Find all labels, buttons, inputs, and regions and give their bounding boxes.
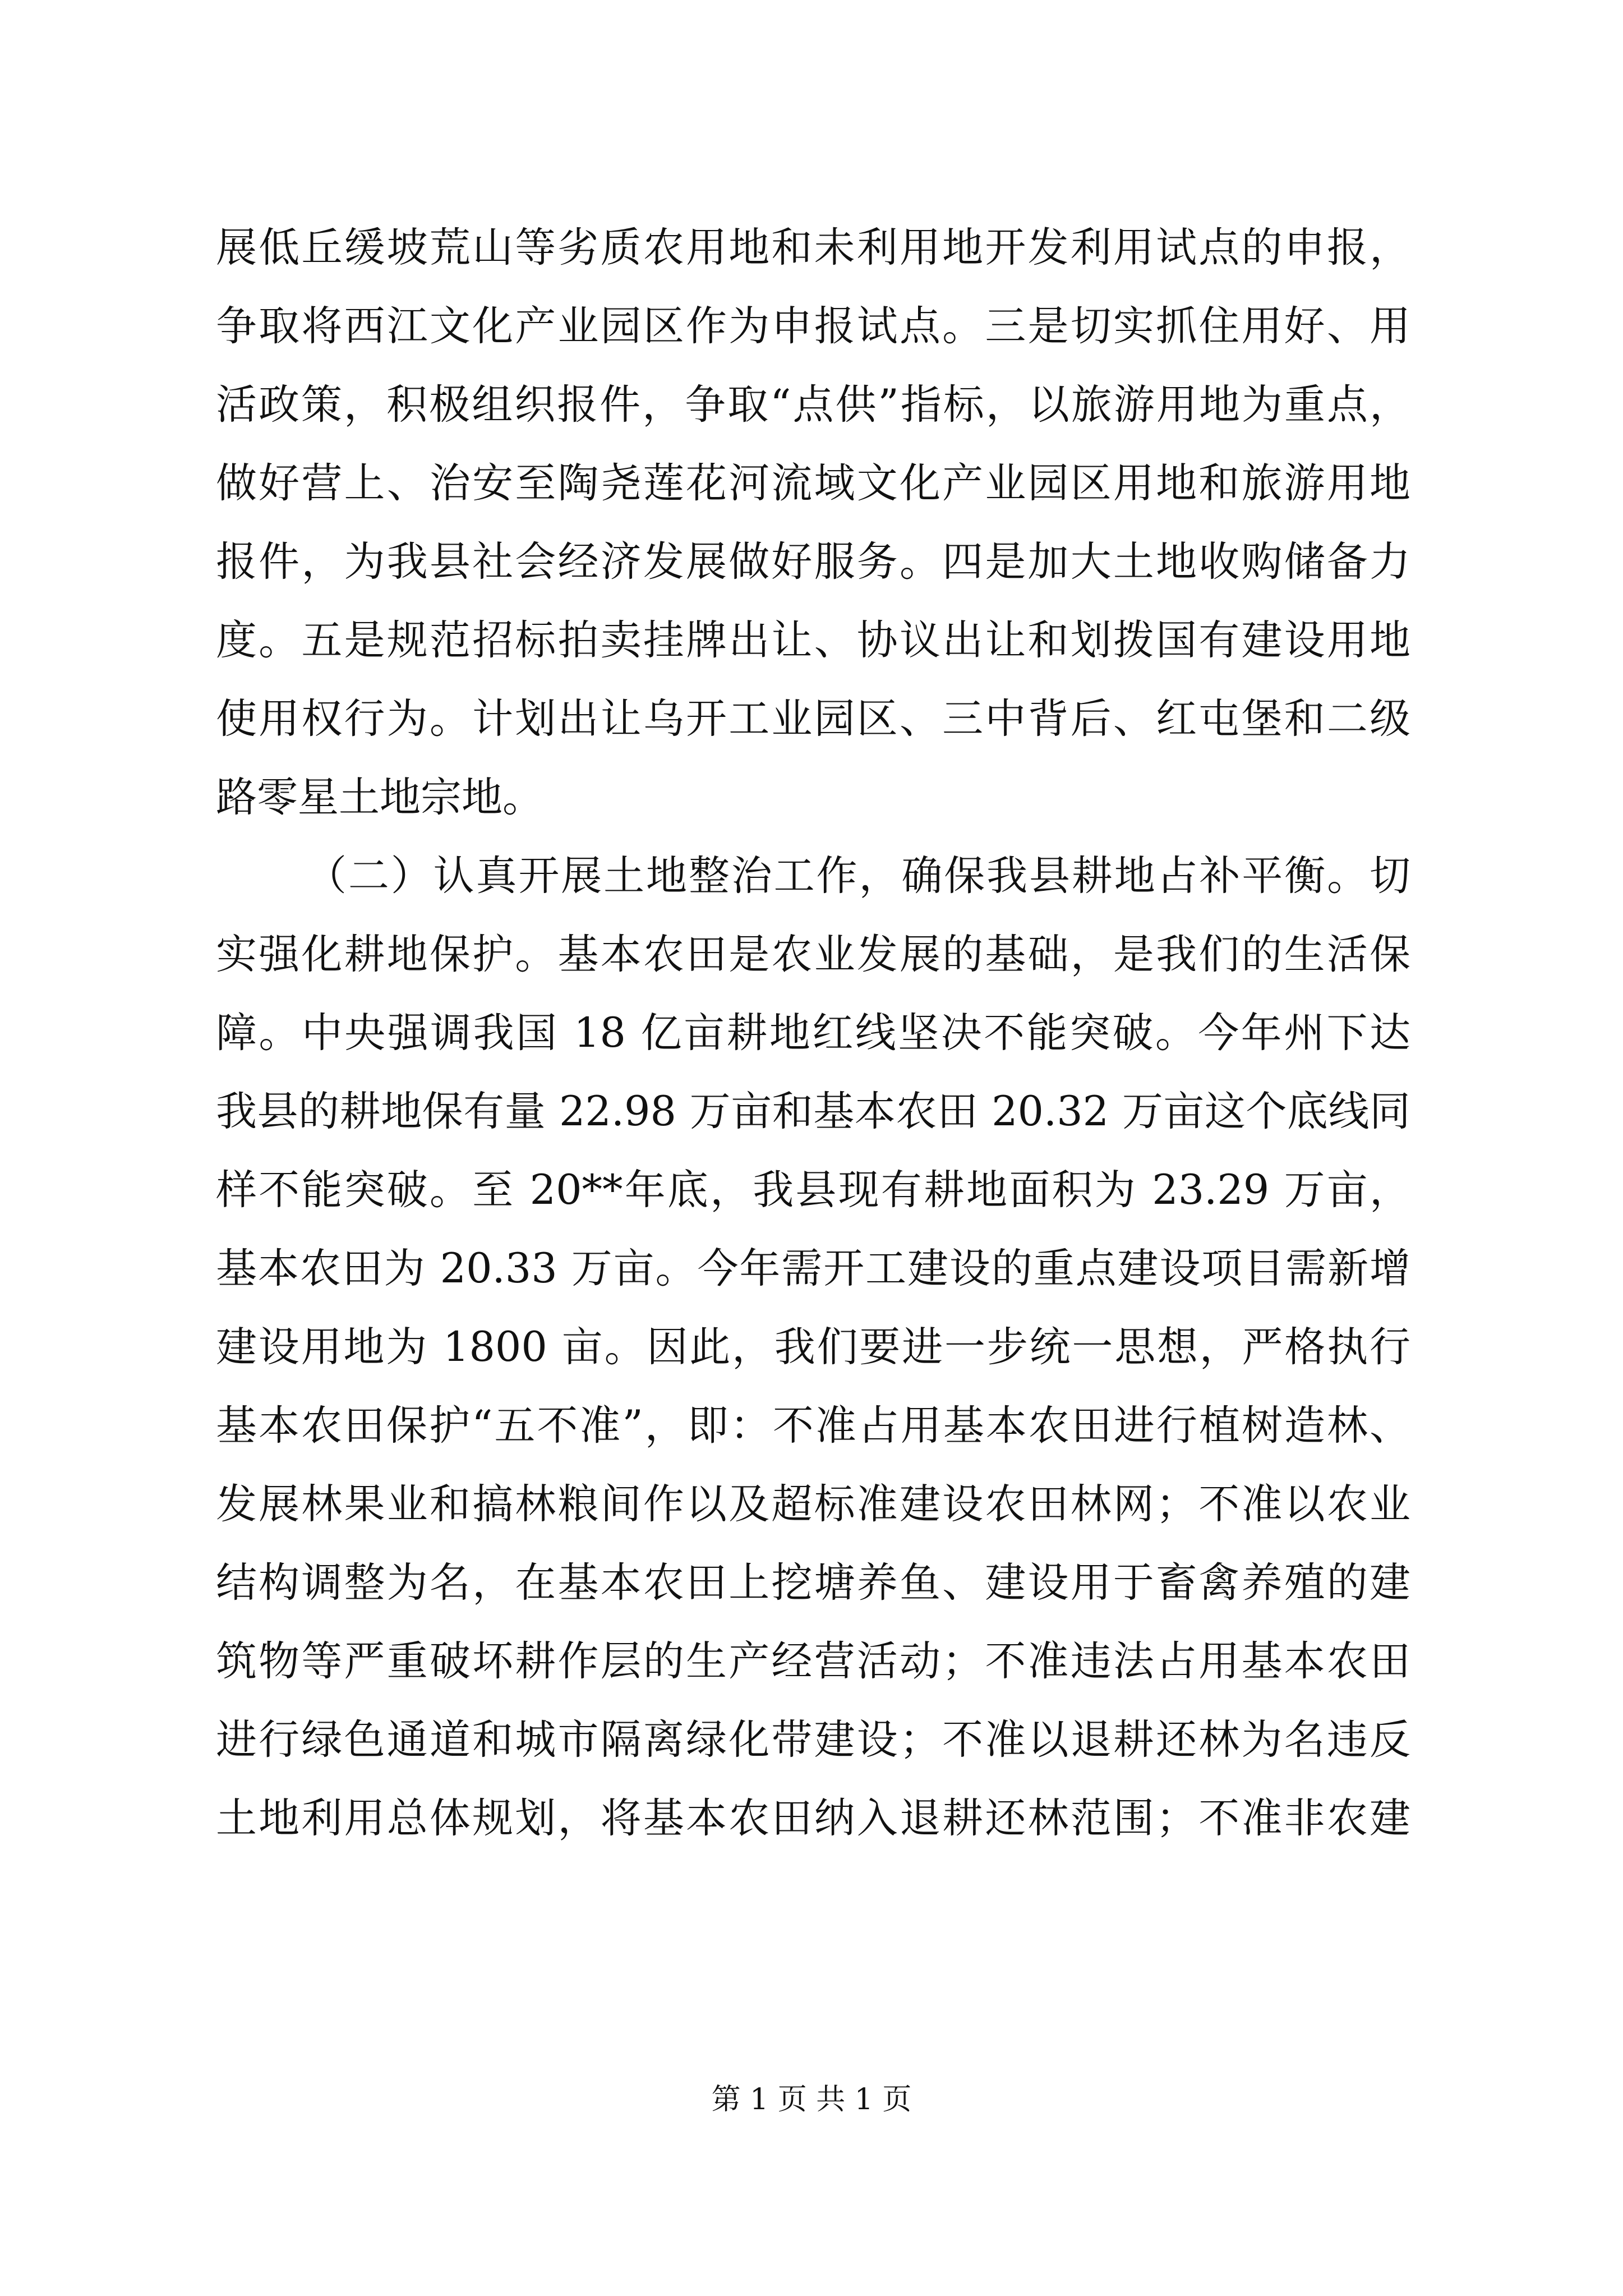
- text-line: 障。中央强调我国 18 亿亩耕地红线坚决不能突破。今年州下达: [216, 1009, 1410, 1057]
- text-line: 路零星土地宗地。: [216, 774, 543, 821]
- text-line: 做好营上、治安至陶尧莲花河流域文化产业园区用地和旅游用地: [216, 459, 1410, 507]
- text-line: 使用权行为。计划出让乌开工业园区、三中背后、红屯堡和二级: [216, 695, 1410, 743]
- text-line: 度。五是规范招标拍卖挂牌出让、协议出让和划拨国有建设用地: [216, 616, 1410, 664]
- page-footer: 第 1 页 共 1 页: [711, 2083, 912, 2116]
- text-line: 争取将西江文化产业园区作为申报试点。三是切实抓住用好、用: [216, 302, 1410, 350]
- text-line: 活政策，积极组织报件，争取“点供”指标，以旅游用地为重点，: [216, 381, 1410, 429]
- text-line: 我县的耕地保有量 22.98 万亩和基本农田 20.32 万亩这个底线同: [216, 1088, 1410, 1135]
- text-line: 筑物等严重破坏耕作层的生产经营活动；不准违法占用基本农田: [216, 1637, 1410, 1685]
- body-text: [216, 209, 1410, 1858]
- text-line: 基本农田为 20.33 万亩。今年需开工建设的重点建设项目需新增: [216, 1245, 1410, 1292]
- text-line: 基本农田保护“五不准”，即：不准占用基本农田进行植树造林、: [216, 1402, 1410, 1450]
- text-line: 展低丘缓坡荒山等劣质农用地和未利用地开发利用试点的申报，: [216, 224, 1410, 272]
- text-line: 发展林果业和搞林粮间作以及超标准建设农田林网；不准以农业: [216, 1480, 1410, 1528]
- paragraph-heading-line: （二）认真开展土地整治工作，确保我县耕地占补平衡。切: [306, 852, 1410, 900]
- text-line: 报件，为我县社会经济发展做好服务。四是加大土地收购储备力: [216, 538, 1410, 586]
- text-line: 实强化耕地保护。基本农田是农业发展的基础，是我们的生活保: [216, 931, 1410, 978]
- text-line: 土地利用总体规划，将基本农田纳入退耕还林范围；不准非农建: [216, 1795, 1410, 1842]
- text-line: 样不能突破。至 20**年底，我县现有耕地面积为 23.29 万亩，: [216, 1166, 1410, 1214]
- text-line: 结构调整为名，在基本农田上挖塘养鱼、建设用于畜禽养殖的建: [216, 1559, 1410, 1607]
- text-line: 进行绿色通道和城市隔离绿化带建设；不准以退耕还林为名违反: [216, 1716, 1410, 1764]
- text-line: 建设用地为 1800 亩。因此，我们要进一步统一思想，严格执行: [216, 1323, 1410, 1371]
